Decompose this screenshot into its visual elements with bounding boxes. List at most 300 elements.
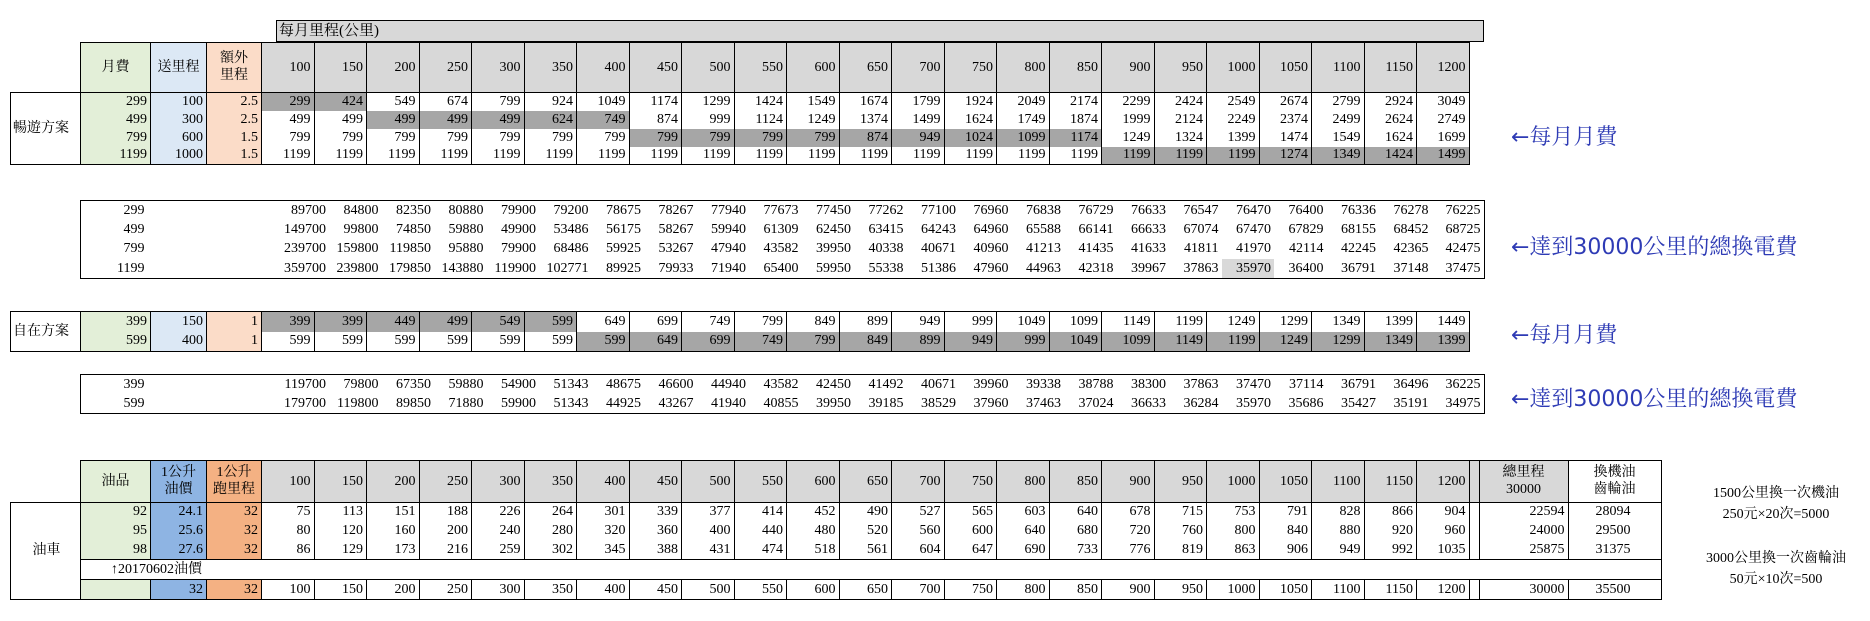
value-cell: 1199 [944,147,997,165]
price-cell: 24.1 [151,503,207,522]
value-cell: 1124 [734,111,787,129]
total-cell: 39338 [1026,376,1061,392]
total-cell: 66141 [1078,221,1114,237]
mileage-header: 1200 [1417,43,1470,93]
fuel-cost-cell: 715 [1154,503,1207,522]
total-cell: 76838 [1026,202,1061,218]
total-cell: 53267 [658,241,694,257]
value-cell: 599 [262,332,315,352]
value-cell: 1199 [734,147,787,165]
mileage-header: 800 [997,43,1050,93]
fuel-cost-cell: 700 [892,580,945,600]
fuel-cost-cell: 733 [1049,541,1102,560]
value-cell: 1199 [262,147,315,165]
value-cell: 1199 [1207,332,1260,352]
mileage-header: 1050 [1259,461,1312,503]
header-oil-l2: 齒輪油 [1593,481,1636,497]
value-cell: 424 [314,93,367,111]
value-cell: 2049 [997,93,1050,111]
gap-cell [1469,522,1479,541]
value-cell: 499 [472,111,525,129]
value-cell: 3049 [1417,93,1470,111]
total-cell: 36496 [1393,376,1429,392]
mileage-header: 1050 [1259,43,1312,93]
total-cell: 64960 [973,221,1009,237]
total-cell: 39950 [816,395,851,411]
value-cell: 1199 [419,147,472,165]
total-cell: 36791 [1341,376,1376,392]
total-cell: 68155 [1341,221,1376,237]
value-cell: 699 [682,332,735,352]
value-cell: 1199 [1102,147,1155,165]
value-cell: 2624 [1364,111,1417,129]
value-cell: 1199 [1207,147,1260,165]
mileage-header: 250 [419,461,472,503]
total-cell: 159800 [336,241,379,257]
fuel-cost-cell: 400 [682,522,735,541]
mileage-header: 550 [734,43,787,93]
value-cell: 1274 [1259,147,1312,165]
total-cell: 99800 [343,221,379,237]
fee-cell: 599 [123,395,145,411]
value-cell: 2499 [1312,111,1365,129]
value-cell: 449 [367,312,420,332]
bonus-cell: 300 [151,111,207,129]
total-cell: 59925 [606,241,641,257]
mileage-header: 600 [787,43,840,93]
value-cell: 849 [839,332,892,352]
fuel-cost-cell: 301 [577,503,630,522]
fuel-cost-cell: 113 [314,503,367,522]
total-cell: 67074 [1183,221,1219,237]
total-cell: 79900 [501,241,536,257]
total-cell: 59900 [501,395,536,411]
total-cell: 66633 [1131,221,1166,237]
plan1-total-row [81,240,1485,260]
total-cell: 80880 [448,202,484,218]
total-cell: 55338 [868,260,904,276]
electric-compare-row [11,580,1662,600]
price-date-note: ↑20170602油價 [81,560,1662,580]
value-cell: 799 [524,129,577,147]
grade-cell: 98 [81,541,151,560]
value-cell: 1099 [997,129,1050,147]
total-cell: 24000 [1479,522,1568,541]
value-cell: 624 [524,111,577,129]
mileage-header: 700 [892,43,945,93]
total-cell: 42245 [1341,241,1376,257]
gear-oil-freq: 3000公里換一次齒輪油 [1706,551,1846,566]
value-cell: 1249 [1207,312,1260,332]
fuel-cost-cell: 400 [577,580,630,600]
fuel-cost-cell: 920 [1364,522,1417,541]
mileage-header: 900 [1102,43,1155,93]
total-cell: 44940 [711,376,746,392]
fuel-cost-cell: 1050 [1259,580,1312,600]
value-cell: 1474 [1259,129,1312,147]
value-cell: 1199 [997,147,1050,165]
fuel-cost-cell: 259 [472,541,525,560]
gear-oil-note [1686,548,1866,590]
total-cell: 37960 [973,395,1009,411]
total-cell: 76633 [1131,202,1166,218]
fuel-cost-cell: 173 [367,541,420,560]
value-cell: 1999 [1102,111,1155,129]
total-cell: 37863 [1183,376,1219,392]
value-cell: 1424 [734,93,787,111]
fuel-cost-cell: 440 [734,522,787,541]
total-cell: 22594 [1479,503,1568,522]
total-cell: 62450 [816,221,851,237]
oil-cell: 31375 [1595,541,1631,557]
value-cell: 799 [787,332,840,352]
extra-cell: 1.5 [207,147,262,165]
total-cell: 44963 [1026,260,1061,276]
total-cell: 40855 [763,395,799,411]
value-cell: 1174 [1049,129,1102,147]
total-cell: 36633 [1131,395,1166,411]
fuel-cost-cell: 120 [314,522,367,541]
fuel-cost-cell: 561 [839,541,892,560]
total-cell: 37114 [1289,376,1324,392]
fuel-row [11,541,1662,560]
value-cell: 399 [262,312,315,332]
total-cell: 63415 [868,221,904,237]
fuel-cost-cell: 431 [682,541,735,560]
value-cell: 599 [524,332,577,352]
mileage-header: 200 [367,461,420,503]
total-cell: 40671 [921,376,956,392]
header-km-l1: 1公升 [216,464,252,480]
total-cell: 51343 [553,376,589,392]
total-cell: 79900 [501,202,536,218]
km-cell: 32 [207,522,262,541]
value-cell: 1199 [682,147,735,165]
total-cell: 68486 [553,241,589,257]
mileage-header: 850 [1049,43,1102,93]
fuel-cost-cell: 680 [1049,522,1102,541]
header-total-l2: 30000 [1506,481,1541,497]
total-cell: 61309 [763,221,799,237]
value-cell: 2174 [1049,93,1102,111]
value-cell: 924 [524,93,577,111]
total-cell: 35427 [1341,395,1376,411]
total-cell: 239800 [336,260,379,276]
bonus-cell: 150 [151,312,207,332]
value-cell: 2299 [1102,93,1155,111]
value-cell: 1624 [1364,129,1417,147]
value-cell: 1424 [1364,147,1417,165]
mileage-header: 1100 [1312,461,1365,503]
total-cell: 77450 [816,202,851,218]
total-cell: 42114 [1289,241,1324,257]
total-cell: 59950 [816,260,851,276]
total-cell: 76225 [1445,202,1481,218]
fuel-cost-cell: 800 [997,580,1050,600]
mileage-header: 400 [577,43,630,93]
spacer-cell [148,259,277,279]
total-cell: 37024 [1078,395,1114,411]
total-cell: 82350 [396,202,431,218]
value-cell: 1299 [682,93,735,111]
header-km-per-liter [207,461,262,503]
fuel-cost-cell: 160 [367,522,420,541]
grade-cell: 92 [81,503,151,522]
mileage-header: 900 [1102,461,1155,503]
spacer-cell [148,240,277,260]
plan2-total-row [81,375,1485,395]
price-cell: 27.6 [151,541,207,560]
fuel-cost-cell: 500 [682,580,735,600]
total-cell: 41970 [1236,241,1271,257]
header-price [151,461,207,503]
fuel-cost-cell: 320 [577,522,630,541]
fuel-cost-cell: 1200 [1417,580,1470,600]
total-cell: 30000 [1479,580,1568,600]
total-cell: 119800 [337,395,379,411]
spacer-cell [148,394,277,414]
fuel-cost-cell: 480 [787,522,840,541]
oil-cell: 29500 [1595,523,1631,538]
value-cell: 1299 [1259,312,1312,332]
fuel-cost-cell: 151 [367,503,420,522]
fuel-cost-cell: 75 [262,503,315,522]
value-cell: 1349 [1312,312,1365,332]
total-cell: 119700 [284,376,326,392]
value-cell: 674 [419,93,472,111]
value-cell: 499 [419,312,472,332]
value-cell: 1624 [944,111,997,129]
value-cell: 399 [314,312,367,332]
plan2-total-table [80,374,1485,414]
total-cell: 37470 [1236,376,1271,392]
value-cell: 949 [892,312,945,332]
total-cell: 67470 [1236,221,1271,237]
value-cell: 1199 [1154,147,1207,165]
value-cell: 799 [734,129,787,147]
arrow-monthly-fee-1: ←每月月費 [1511,125,1618,150]
fuel-cost-cell: 226 [472,503,525,522]
value-cell: 499 [314,111,367,129]
mileage-header: 100 [262,43,315,93]
total-cell: 47960 [973,260,1009,276]
value-cell: 1374 [839,111,892,129]
fuel-cost-cell: 640 [1049,503,1102,522]
mileage-header: 550 [734,461,787,503]
value-cell: 1149 [1102,312,1155,332]
extra-cell: 1.5 [207,129,262,147]
value-cell: 1249 [787,111,840,129]
fuel-cost-cell: 603 [997,503,1050,522]
value-cell: 949 [892,129,945,147]
value-cell: 1199 [1049,147,1102,165]
mileage-header: 750 [944,461,997,503]
value-cell: 799 [787,129,840,147]
header-price-l1: 1公升 [161,464,196,480]
value-cell: 2249 [1207,111,1260,129]
value-cell: 1024 [944,129,997,147]
fuel-cost-cell: 527 [892,503,945,522]
fee-cell: 299 [81,93,151,111]
total-cell: 78675 [606,202,641,218]
total-cell: 89925 [606,260,641,276]
table-row [11,111,1470,129]
total-cell: 54900 [501,376,536,392]
value-cell: 1349 [1364,332,1417,352]
fuel-cost-cell: 866 [1364,503,1417,522]
value-cell: 799 [472,129,525,147]
fuel-cost-cell: 86 [262,541,315,560]
value-cell: 999 [997,332,1050,352]
fuel-cost-cell: 800 [1207,522,1260,541]
fuel-cost-cell: 600 [787,580,840,600]
mileage-header: 500 [682,43,735,93]
fuel-cost-cell: 904 [1417,503,1470,522]
fuel-cost-cell: 828 [1312,503,1365,522]
total-cell: 39960 [973,376,1009,392]
plan1-total-row [81,220,1485,240]
fuel-cost-cell: 302 [524,541,577,560]
value-cell: 2924 [1364,93,1417,111]
total-cell: 64243 [921,221,956,237]
total-cell: 37475 [1445,260,1481,276]
fuel-cost-cell: 776 [1102,541,1155,560]
plan2-total-row [81,394,1485,414]
spacer-cell [148,220,277,240]
fuel-cost-cell: 1000 [1207,580,1260,600]
fuel-cost-cell: 750 [944,580,997,600]
value-cell: 2124 [1154,111,1207,129]
total-cell: 43582 [763,376,799,392]
mileage-header: 450 [629,43,682,93]
total-cell: 41633 [1131,241,1166,257]
fuel-cost-cell: 850 [1049,580,1102,600]
total-cell: 40338 [868,241,904,257]
fuel-cost-cell: 1100 [1312,580,1365,600]
value-cell: 649 [629,332,682,352]
fuel-cost-cell: 647 [944,541,997,560]
total-cell: 36225 [1445,376,1481,392]
total-cell: 56175 [606,221,641,237]
value-cell: 1199 [839,147,892,165]
fuel-cost-cell: 414 [734,503,787,522]
value-cell: 799 [367,129,420,147]
fuel-cost-cell: 240 [472,522,525,541]
value-cell: 1049 [577,93,630,111]
value-cell: 299 [262,93,315,111]
value-cell: 599 [472,332,525,352]
total-cell: 179850 [389,260,431,276]
mileage-header: 300 [472,461,525,503]
fuel-car-label: 油車 [11,503,81,600]
header-fuel-grade: 油品 [81,461,151,503]
value-cell: 599 [367,332,420,352]
value-cell: 1449 [1417,312,1470,332]
fuel-cost-cell: 339 [629,503,682,522]
total-cell: 36791 [1341,260,1376,276]
value-cell: 1174 [629,93,682,111]
header-oil [1568,461,1661,503]
fuel-cost-cell: 345 [577,541,630,560]
total-cell: 36400 [1288,260,1324,276]
total-cell: 38529 [921,395,956,411]
fuel-cost-cell: 950 [1154,580,1207,600]
value-cell: 799 [682,129,735,147]
price-cell: 25.6 [151,522,207,541]
total-cell: 79800 [343,376,379,392]
value-cell: 499 [419,111,472,129]
mileage-header: 250 [419,43,472,93]
value-cell: 799 [577,129,630,147]
fuel-cost-cell: 300 [472,580,525,600]
total-cell: 39967 [1131,260,1166,276]
value-cell: 599 [419,332,472,352]
total-cell: 149700 [284,221,326,237]
header-km-l2: 跑里程 [213,481,255,497]
header-oil-l1: 換機油 [1593,464,1636,480]
value-cell: 1199 [472,147,525,165]
total-cell: 59880 [448,376,484,392]
total-cell: 47940 [711,241,746,257]
total-cell: 79933 [658,260,694,276]
total-cell: 74850 [396,221,431,237]
mileage-header: 300 [472,43,525,93]
header-extra-mileage [207,43,262,93]
value-cell: 1399 [1417,332,1470,352]
total-cell: 34975 [1445,395,1481,411]
value-cell: 899 [892,332,945,352]
value-cell: 799 [734,312,787,332]
mileage-header: 750 [944,43,997,93]
fuel-cost-cell: 350 [524,580,577,600]
value-cell: 599 [577,332,630,352]
total-cell: 76400 [1288,202,1324,218]
value-cell: 2799 [1312,93,1365,111]
total-cell: 77262 [868,202,904,218]
fuel-cost-cell: 640 [997,522,1050,541]
fuel-cost-cell: 129 [314,541,367,560]
value-cell: 1199 [577,147,630,165]
mileage-header: 1200 [1417,461,1470,503]
mileage-header: 350 [524,43,577,93]
total-cell: 37463 [1026,395,1061,411]
table-row [11,312,1470,332]
header-total-mileage [1479,461,1568,503]
total-cell: 71940 [711,260,746,276]
fuel-cost-cell: 216 [419,541,472,560]
total-cell: 51386 [921,260,956,276]
fuel-cost-cell: 819 [1154,541,1207,560]
total-cell: 51343 [553,395,589,411]
total-cell: 76336 [1341,202,1376,218]
mileage-header: 1150 [1364,43,1417,93]
fuel-cost-cell: 880 [1312,522,1365,541]
total-cell: 67829 [1288,221,1324,237]
fuel-cost-cell: 992 [1364,541,1417,560]
plan1-total-table [80,200,1485,279]
total-cell: 40671 [921,241,956,257]
total-cell: 44925 [606,395,641,411]
gap-cell [1469,541,1479,560]
total-cell: 77940 [711,202,746,218]
fee-cell: 799 [81,129,151,147]
header-extra-l1: 額外 [220,50,248,66]
total-cell: 65400 [763,260,799,276]
fuel-cost-cell: 960 [1417,522,1470,541]
value-cell: 499 [367,111,420,129]
fuel-cost-cell: 604 [892,541,945,560]
mileage-header: 1150 [1364,461,1417,503]
